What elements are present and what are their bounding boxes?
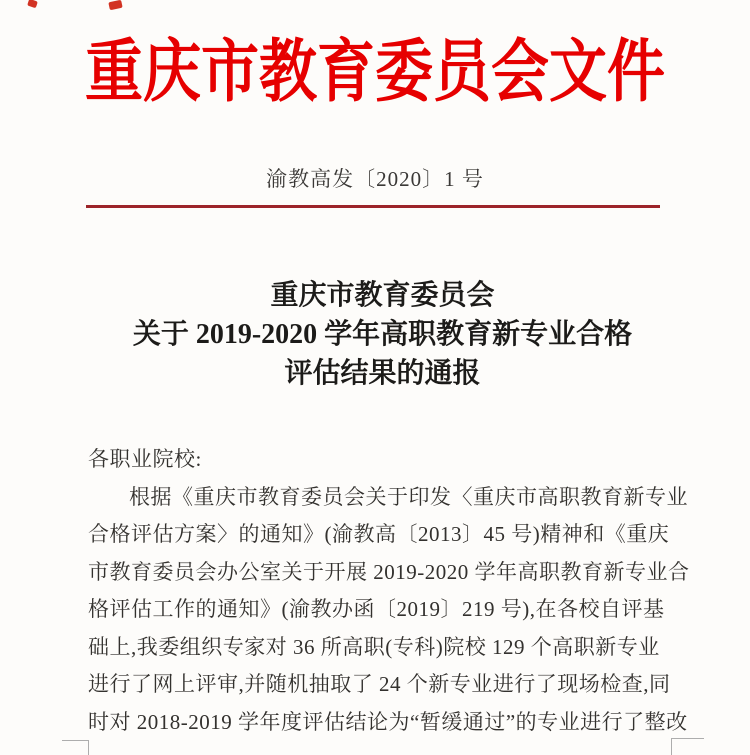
document-body: [88, 441, 706, 741]
document-title-line-2: 关于 2019-2020 学年高职教育新专业合格: [132, 319, 633, 350]
red-divider-line: [86, 205, 660, 208]
salutation-line: 各职业院校:: [88, 447, 202, 471]
body-line: 时对 2018-2019 学年度评估结论为“暂缓通过”的专业进行了整改: [88, 709, 688, 734]
document-number: 渝教高发〔2020〕1 号: [266, 167, 484, 191]
body-line: 根据《重庆市教育委员会关于印发〈重庆市高职教育新专业: [129, 484, 688, 509]
page-corner-mark-left: [62, 740, 89, 755]
document-title-line-3: 评估结果的通报: [284, 358, 481, 389]
document-title: [55, 276, 710, 393]
red-artifact-mark: [27, 0, 38, 8]
page-corner-mark-right: [671, 738, 704, 755]
body-line: 合格评估方案〉的通知》(渝教高〔2013〕45 号)精神和《重庆: [88, 522, 670, 546]
red-artifact-mark: [108, 0, 122, 10]
letterhead-title: 重庆市教育委员会文件: [84, 33, 665, 111]
body-line: 市教育委员会办公室关于开展 2019-2020 学年高职教育新专业合: [88, 559, 690, 584]
body-line: 础上,我委组织专家对 36 所高职(专科)院校 129 个高职新专业: [88, 634, 660, 659]
body-line: 格评估工作的通知》(渝教办函〔2019〕219 号),在各校自评基: [88, 597, 665, 621]
body-line: 进行了网上评审,并随机抽取了 24 个新专业进行了现场检查,同: [88, 672, 671, 696]
document-title-line-1: 重庆市教育委员会: [270, 280, 495, 311]
